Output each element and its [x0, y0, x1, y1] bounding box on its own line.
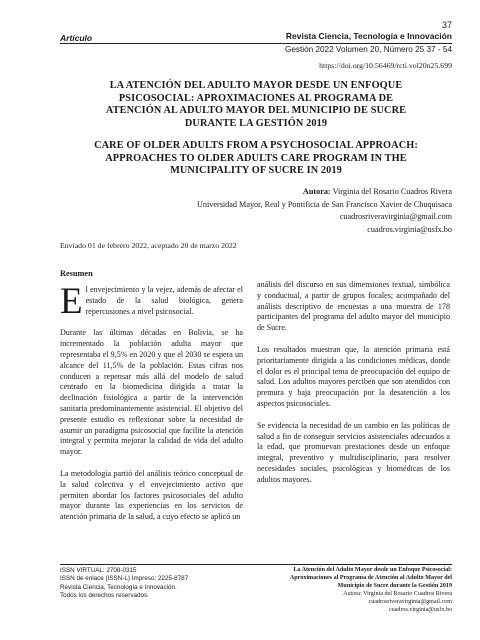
- footer-title-line: La Atención del Adulto Mayor desde un Enfoque Psicosocial:: [293, 567, 452, 573]
- title-line: DURANTE LA GESTIÓN 2019: [184, 117, 328, 129]
- author-block: [197, 186, 452, 236]
- issue-info: Gestión 2022 Volumen 20, Número 25 37 - 54: [284, 45, 452, 54]
- footer-issn: [60, 567, 188, 601]
- footer-title-line: Aproximaciones al Programa de Atención al Adulto Mayor del: [289, 574, 452, 581]
- title-spanish: [60, 80, 452, 130]
- footer-citation: [262, 567, 452, 614]
- drop-cap: E: [60, 281, 83, 322]
- paragraph-text: l envejecimiento y la vejez, además de afectar el estado de la salud biológica, genera repercusiones a nivel psicosocial.: [85, 285, 243, 316]
- footer-email-line: cuadros.virginia@usfx.bo: [388, 606, 452, 613]
- author-name: Virginia del Rosario Cuadros Rivera: [332, 187, 452, 196]
- footer-line: ISSN VIRTUAL: 2708-0315: [60, 567, 137, 574]
- title-line: ATENCIÓN AL ADULTO MAYOR DEL MUNICIPIO DE SUCRE: [105, 105, 407, 116]
- abstract-paragraph: La metodología partió del análisis teórico conceptual de la salud colectiva y el envejecimiento activo que permiten abordar los factores psicosociales del adulto mayor durante las experiencias en los servicios de atención primaria de la salud, a cuyo efecto se aplicó un: [60, 468, 243, 522]
- abstract-paragraph: Durante las últimas décadas en Bolivia, se ha incrementado la población adulta mayor que representaba el 9,5% en 2020 y que el 2030 se espera un alcance del 11,5% de la población. Estas cifras nos conducen a repensar más allá del modelo de salud centrado en la biomedicina dirigida a tratar la declinación fisiológica a partir de la intervención sanitaria predominantemente asistencial. El objetivo del presente estudio es reflexionar sobre la necesidad de asumir un paradigma psicosocial que facilite la atención integral y permita mejorar la calidad de vida del adulto mayor.: [60, 328, 243, 457]
- author-email-1[interactable]: cuadrosriveravirginia@gmail.com: [339, 212, 452, 221]
- author-affiliation: Universidad Mayor, Real y Pontificia de San Francisco Xavier de Chuquisaca: [196, 199, 452, 209]
- footer-line: Todos los derechos reservados.: [60, 592, 149, 600]
- abstract-column-left: [60, 281, 243, 534]
- abstract-column-right: [257, 280, 450, 497]
- section-label: Artículo: [60, 33, 93, 43]
- abstract-paragraph: análisis del discurso en sus dimensiones textual, simbólica y conductual, a partir de grupos focales; acompañado del análisis descriptivo de encuestas a una muestra de 178 participantes del programa del adulto mayor del municipio de Sucre.: [257, 280, 450, 333]
- footer-line: Revista Ciencia, Tecnología e Innovación.: [60, 583, 177, 591]
- abstract-paragraph: Los resultados muestran que, la atención primaria está prioritariamente dirigida a las condiciones médicas, donde el dolor es el principal tema de preocupación del equipo de salud. Los adultos mayores perciben que son atendidos con premura y baja preocupación por la desatención a los aspectos psicosociales.: [257, 344, 450, 408]
- title-line: MUNICIPALITY OF SUCRE IN 2019: [170, 165, 342, 176]
- author-line: [197, 186, 452, 199]
- footer-author-line: Autora: Virginia del Rosario Cuadros Rivera: [343, 590, 452, 597]
- footer-divider: [60, 564, 452, 565]
- doi-link[interactable]: https://doi.org/10.56469/rcti.vol20n25.699: [319, 61, 452, 70]
- abstract-paragraph: Se evidencia la necesidad de un cambio en las políticas de salud a fin de conseguir servicios asistenciales adecuados a la edad, que promuevan prestaciones desde un enfoque integral, preventivo y multidisciplinario, para resolver necesidades sociales, psicológicas y biomédicas de los adultos mayores.: [257, 420, 450, 484]
- journal-name: Revista Ciencia, Tecnología e Innovación: [285, 31, 452, 41]
- footer-line: ISSN de enlace (ISSN-L) Impreso: 2225-8787: [60, 575, 189, 583]
- page-number: 37: [441, 20, 452, 30]
- title-line: LA ATENCIÓN DEL ADULTO MAYOR DESDE UN ENFOQUE: [109, 80, 403, 91]
- author-label: Autora:: [302, 187, 331, 196]
- header-divider: [60, 43, 452, 44]
- footer-title-line: Municipio de Sucre durante la Gestión 2019: [337, 582, 452, 589]
- title-line: APPROACHES TO OLDER ADULTS CARE PROGRAM IN THE: [105, 152, 407, 164]
- author-email-2[interactable]: cuadros.virginia@usfx.bo: [367, 224, 452, 234]
- title-english: [60, 140, 452, 178]
- abstract-heading: Resumen: [60, 269, 93, 278]
- footer-email-line: cuadrosriveravirginia@gmail.com: [368, 598, 452, 605]
- received-date: Enviado 01 de febrero 2022, aceptado 20 de marzo 2022: [60, 241, 237, 250]
- abstract-paragraph: [60, 281, 243, 322]
- title-line: PSICOSOCIAL: APROXIMACIONES AL PROGRAMA DE: [118, 92, 394, 104]
- title-line: CARE OF OLDER ADULTS FROM A PSYCHOSOCIAL APPROACH:: [94, 140, 418, 151]
